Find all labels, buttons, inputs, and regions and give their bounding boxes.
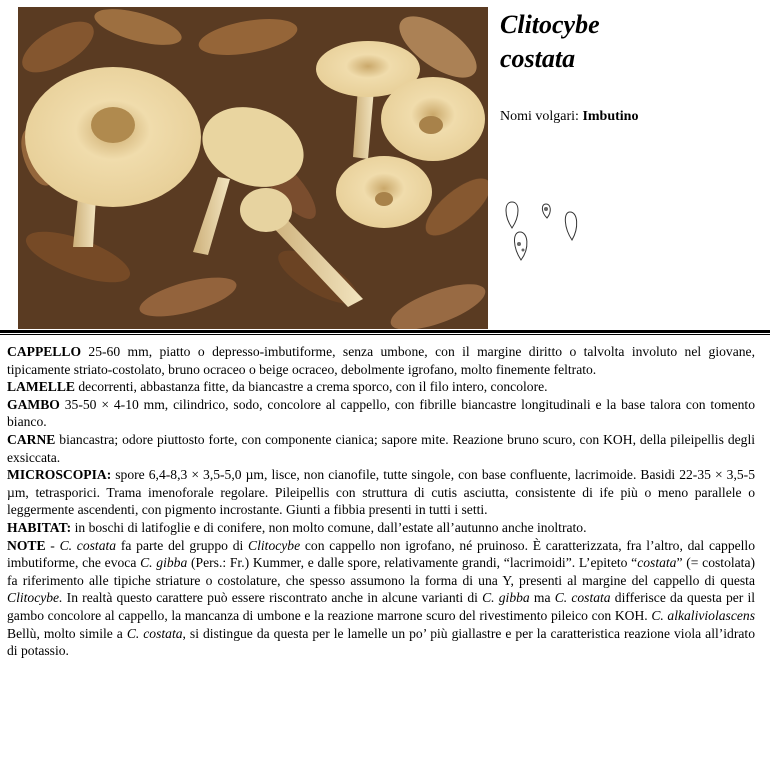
section-text: Bellù, molto simile a: [7, 625, 127, 641]
common-names-label: Nomi volgari:: [500, 109, 579, 124]
section-heading: GAMBO: [7, 396, 60, 412]
section-text: decorrenti, abbastanza fitte, da biancastre a crema sporco, con il filo intero, concolore.: [74, 379, 548, 395]
spore-drawing: [565, 212, 576, 240]
section-text: (Pers.: Fr.) Kummer, e dalle spore, relativamente grandi, “lacrimoidi”. L’epiteto “: [187, 555, 638, 571]
species-title: [500, 8, 760, 76]
mushroom-photo-illustration: [18, 7, 488, 329]
italic-text: C. gibba: [482, 590, 530, 606]
spore-drawing: [542, 204, 550, 218]
section-text: ma: [529, 590, 555, 606]
section-heading: LAMELLE: [7, 379, 75, 395]
section-text: spore 6,4-8,3 × 3,5-5,0 µm, lisce, non cianofile, tutte singole, con base confluente, lacrimoide. Basidi 22-35 × 3,5-5 µm, tetrasporici. Trama imenoforale regolare. Pileipellis con struttura di cutis asciutta, consistente di ife più o meno parallele o leggermente ascendenti, con pigmento incrostante. Giunti a fibbia presenti in tutti i setti.: [7, 467, 755, 518]
italic-text: Clitocybe: [248, 537, 301, 553]
section-text: -: [45, 537, 60, 553]
mushroom-photo: [18, 7, 488, 329]
section-text: con cappello non igrofano, né pruinoso. È caratterizzata, fra l’altro, dal cappello imbutiforme, che evoca: [7, 537, 756, 571]
italic-text: C. costata: [59, 537, 117, 553]
italic-text: C. gibba: [140, 555, 188, 571]
italic-text: C. costata: [126, 625, 183, 641]
section-text: biancastra; odore piuttosto forte, con componente cianica; sapore mite. Reazione bruno scuro, con KOH, della pileipellis degli exsiccata.: [7, 431, 755, 465]
section-paragraph: [7, 519, 755, 537]
section-heading: CAPPELLO: [7, 344, 82, 359]
species-name: costata: [500, 44, 576, 73]
section-text: differisce da questa per il gambo concolore al cappello, la mancanza di umbone e la reazione marrone scuro del rivestimento pileico con KOH.: [7, 590, 756, 623]
italic-text: C. costata: [554, 590, 611, 606]
description-text: [7, 343, 755, 660]
spore-drawings: [500, 198, 590, 268]
section-paragraph: [7, 466, 755, 519]
section-paragraph: [7, 343, 755, 378]
section-paragraph: [7, 431, 755, 466]
section-text: 25-60 mm, piatto o depresso-imbutiforme, senza umbone, con il margine diritto o talvolta involuto nel giovane, tipicamente striato-costolato, bruno ocraceo o beige ocraceo, debolmente igrofano, molto finemente feltrato.: [7, 344, 755, 377]
section-text: 35-50 × 4-10 mm, cilindrico, sodo, concolore al cappello, con fibrille biancastre longitudinali e la base talora con tomento bianco.: [7, 396, 755, 430]
section-text: in boschi di latifoglie e di conifere, non molto comune, dall’estate all’autunno anche inoltrato.: [71, 519, 587, 535]
divider-rule: [0, 330, 770, 333]
section-paragraph: [7, 537, 755, 660]
section-paragraph: [7, 378, 755, 396]
section-text: In realtà questo carattere può essere riscontrato anche in alcune varianti di: [62, 590, 483, 606]
spore-drawing: [506, 202, 518, 228]
italic-text: C. alkaliviolascens: [651, 607, 755, 623]
section-paragraph: [7, 396, 755, 431]
section-heading: NOTE: [7, 537, 46, 553]
section-heading: MICROSCOPIA:: [7, 467, 112, 483]
section-heading: HABITAT:: [7, 519, 72, 535]
section-text: , si distingue da questa per le lamelle un po’ più giallastre e per la caratteristica reazione viola all’idrato di potassio.: [7, 625, 755, 659]
divider-rule-thin: [0, 334, 770, 335]
genus-name: Clitocybe: [500, 10, 600, 39]
common-names: [500, 109, 638, 125]
section-text: ” (= costolata) fa riferimento alle tipiche striature o costolature, che spesso assumono la forma di una Y, presenti al margine del cappello di questa: [7, 555, 756, 588]
section-heading: CARNE: [7, 431, 56, 447]
italic-text: Clitocybe.: [7, 590, 63, 606]
mushroom-cap: [240, 188, 292, 232]
common-names-value: Imbutino: [582, 109, 639, 124]
italic-text: costata: [637, 555, 677, 571]
section-text: fa parte del gruppo di: [116, 537, 249, 553]
spore-drawing: [514, 232, 526, 260]
